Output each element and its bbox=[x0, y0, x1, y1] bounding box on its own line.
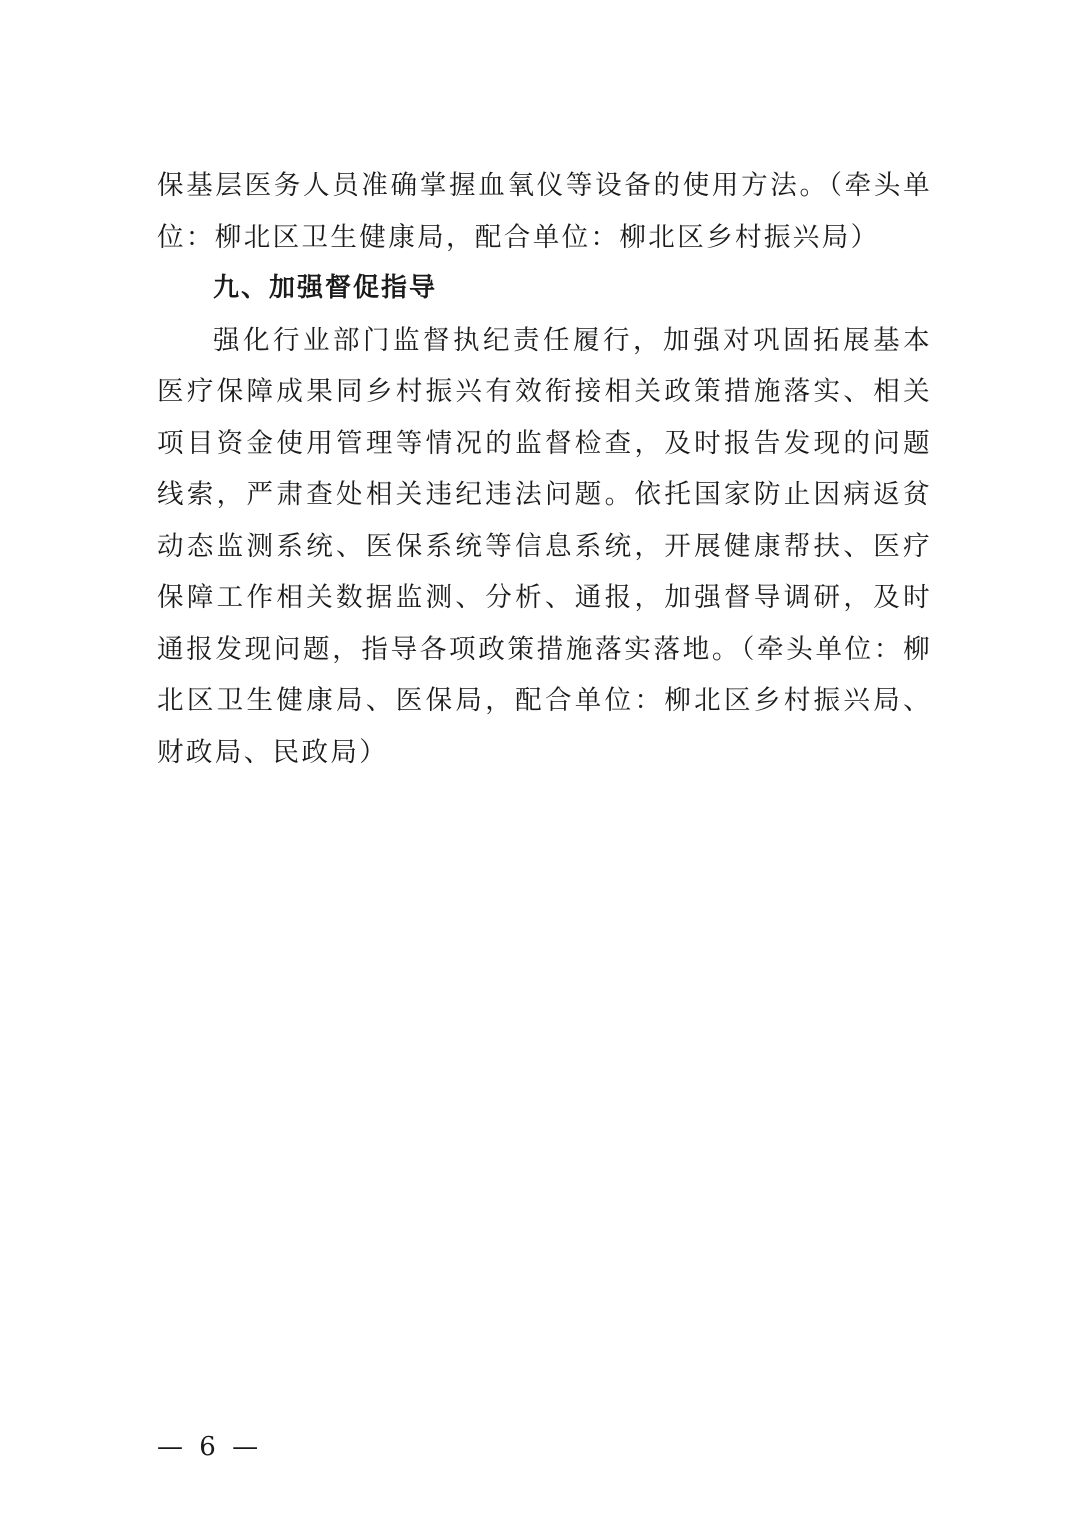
page-body bbox=[157, 160, 932, 778]
section-body-paragraph: 强化行业部门监督执纪责任履行，加强对巩固拓展基本医疗保障成果同乡村振兴有效衔接相关政策措施落实、相关项目资金使用管理等情况的监督检查，及时报告发现的问题线索，严肃查处相关违纪违法问题。依托国家防止因病返贫动态监测系统、医保系统等信息系统，开展健康帮扶、医疗保障工作相关数据监测、分析、通报，加强督导调研，及时通报发现问题，指导各项政策措施落实落地。（牵头单位：柳北区卫生健康局、医保局，配合单位：柳北区乡村振兴局、财政局、民政局） bbox=[157, 324, 932, 768]
page-number: — 6 — bbox=[157, 1432, 263, 1462]
section-heading: 九、加强督促指导 bbox=[213, 273, 438, 303]
continued-paragraph: 保基层医务人员准确掌握血氧仪等设备的使用方法。（牵头单位：柳北区卫生健康局，配合单位：柳北区乡村振兴局） bbox=[157, 170, 932, 253]
